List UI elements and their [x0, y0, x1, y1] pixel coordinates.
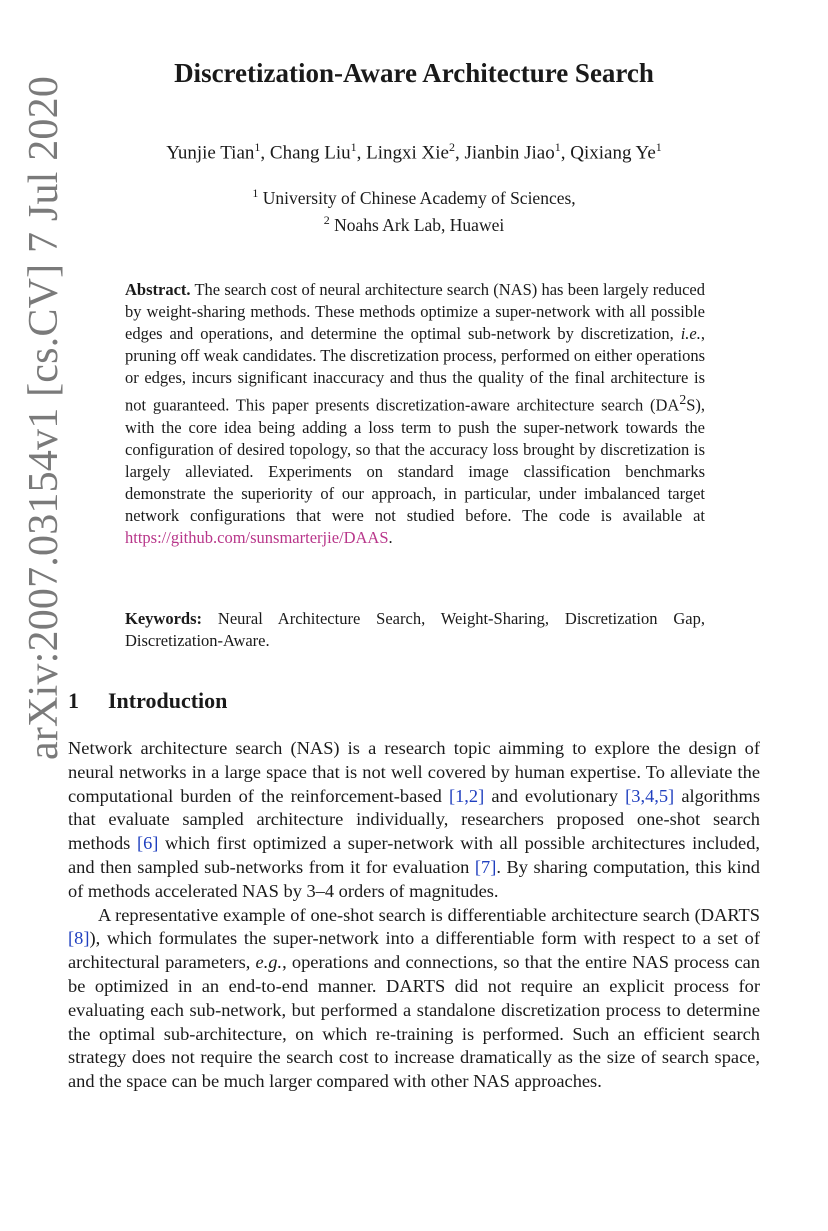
affiliation-text: Noahs Ark Lab, Huawei: [334, 214, 505, 235]
paragraph-text: ), which formulates the super-network into a differentiable form with respect to a set of architectural parameters,: [68, 928, 760, 973]
author-name: Qixiang Ye: [570, 142, 656, 164]
author-affiliation-mark: 1: [655, 140, 662, 154]
citation-link[interactable]: [7]: [474, 856, 497, 877]
abstract-end: .: [388, 527, 393, 547]
code-link[interactable]: https://github.com/sunsmarterjie/DAAS: [125, 527, 389, 547]
author-affiliation-mark: 1: [350, 140, 357, 154]
affiliation-line: [60, 209, 768, 236]
paragraph: [68, 737, 760, 904]
author-affiliation-mark: 1: [254, 140, 261, 154]
paragraph-text: , operations and connections, so that the entire NAS process can be optimized in an end-to-end manner. DARTS did not require an explicit process for evaluating each sub-network, but performed a standalone discretization process to determine the optimal sub-architecture, on which re-training is performed. Such an efficient search strategy does not require the search cost to increase dramatically as the size of search space, and the space can be much larger compared with other NAS approaches.: [68, 952, 760, 1092]
citation-link[interactable]: [6]: [136, 833, 159, 854]
affiliation-text: University of Chinese Academy of Sciences,: [262, 187, 576, 208]
affiliation-mark: 1: [252, 186, 259, 200]
author-affiliation-mark: 2: [449, 140, 455, 154]
section-body: [68, 737, 760, 1094]
author-affiliation-mark: 1: [554, 140, 561, 154]
abstract-text: , pruning off weak candidates. The discretization process, performed on either operations or edges, incurs significant inaccuracy and thus the quality of the final architecture is not guaranteed. This paper presents discretization-aware architecture search (DA: [125, 324, 705, 415]
paragraph: [68, 904, 760, 1094]
abstract-label: Abstract.: [125, 280, 191, 299]
paragraph-text: Network architecture search (NAS) is a research topic aimming to explore the design of neural networks in a large space that is not well covered by human expertise. To alleviate the computational burden of the reinforcement-based: [68, 738, 760, 806]
citation-link[interactable]: [3,4,5]: [625, 785, 675, 806]
affiliation-mark: 2: [323, 212, 330, 227]
author-name: Yunjie Tian: [166, 142, 255, 164]
keywords-label: Keywords:: [125, 609, 202, 628]
affiliations: [60, 182, 768, 236]
abstract-ie: i.e.: [680, 324, 701, 343]
citation-link[interactable]: [1,2]: [448, 785, 485, 806]
affiliation-line: [60, 182, 768, 209]
section-number: 1: [68, 688, 79, 713]
paragraph-text: A representative example of one-shot search is differentiable architecture search (DARTS: [98, 904, 760, 925]
section-heading: [68, 688, 227, 714]
citation-link[interactable]: [8]: [68, 928, 90, 949]
abstract-superscript: 2: [679, 392, 687, 407]
section-title: Introduction: [108, 688, 228, 713]
arxiv-identifier: arXiv:2007.03154v1 [cs.CV] 7 Jul 2020: [21, 75, 67, 760]
abstract: [125, 279, 705, 549]
paragraph-text: algorithms that evaluate sampled architecture individually, researchers proposed one-shot search methods: [68, 785, 761, 854]
paragraph-text: . By sharing computation, this kind of methods accelerated NAS by 3–4 orders of magnitudes.: [68, 856, 760, 901]
paragraph-eg: e.g.: [255, 952, 283, 973]
author-list: Yunjie Tian$^1$, Chang Liu$^1$, Lingxi Xie$^2$, Jianbin Jiao$^1$, Qixiang Ye$^1$: [166, 140, 662, 164]
author-name: Jianbin Jiao: [464, 142, 555, 164]
paragraph-text: which first optimized a super-network with all possible architectures included, and then sampled sub-networks from it for evaluation: [68, 833, 761, 877]
abstract-text: S), with the core idea being adding a loss term to push the super-network towards the configuration of desired topology, so that the accuracy loss brought by discretization is largely alleviated. Experiments on standard image classification benchmarks demonstrate the superiority of our approach, in particular, under imbalanced target network configurations that were not studied before. The code is available at: [125, 395, 705, 525]
paragraph-text: and evolutionary: [484, 785, 626, 806]
paper-title: Discretization-Aware Architecture Search: [174, 58, 654, 88]
keywords: [125, 608, 705, 652]
abstract-text: The search cost of neural architecture search (NAS) has been largely reduced by weight-sharing methods. These methods optimize a super-network with all possible edges and operations, and determine the optimal sub-network by discretization,: [125, 280, 705, 343]
author-name: Lingxi Xie: [366, 142, 449, 164]
keywords-text: Neural Architecture Search, Weight-Sharing, Discretization Gap, Discretization-Aware.: [125, 609, 705, 650]
author-name: Chang Liu: [269, 142, 351, 164]
